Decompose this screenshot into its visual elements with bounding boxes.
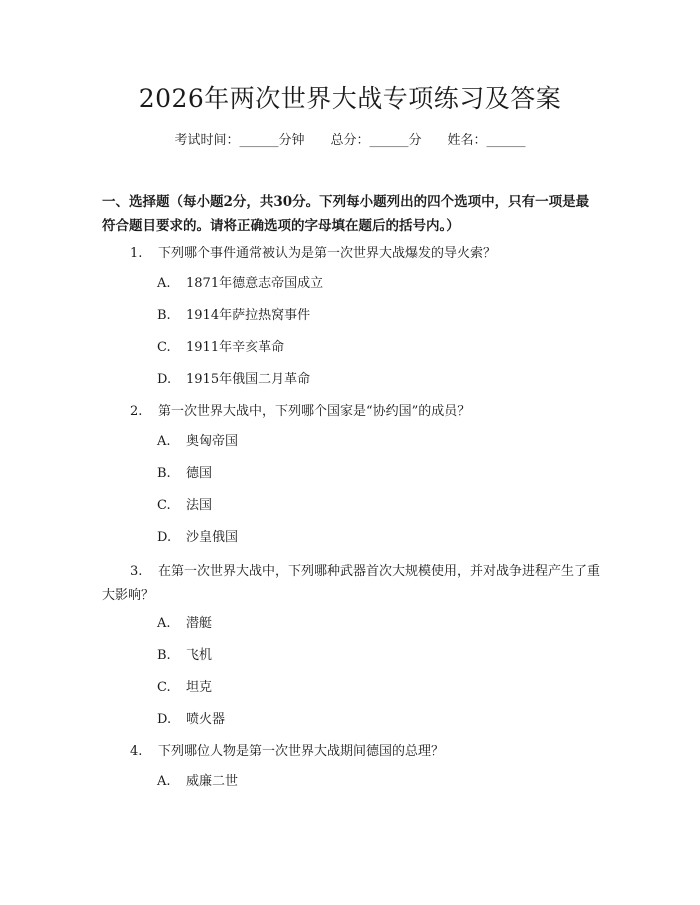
- option-letter: A.: [157, 616, 171, 631]
- option-letter: D.: [157, 372, 172, 387]
- option-1d: [157, 370, 310, 390]
- page-title: 2026年两次世界大战专项练习及答案: [138, 84, 562, 113]
- option-text: 飞机: [186, 648, 213, 663]
- option-letter: C.: [157, 498, 171, 513]
- question-4: [130, 740, 600, 764]
- question-text: 在第一次世界大战中，下列哪种武器首次大规模使用，并对战争进程产生了重大影响？: [102, 564, 601, 603]
- option-2c: [157, 496, 212, 516]
- option-letter: C.: [157, 340, 171, 355]
- question-1: [130, 242, 600, 266]
- option-4a: [157, 772, 238, 792]
- student-name-field: 姓名：______: [447, 133, 526, 148]
- option-1c: [157, 338, 284, 358]
- option-letter: B.: [157, 648, 171, 663]
- option-letter: B.: [157, 466, 171, 481]
- option-letter: C.: [157, 680, 171, 695]
- question-2: [130, 400, 600, 424]
- option-text: 威廉二世: [186, 774, 239, 789]
- question-text: 第一次世界大战中，下列哪个国家是“协约国”的成员？: [158, 404, 471, 419]
- option-2b: [157, 464, 212, 484]
- question-number: 3.: [130, 564, 143, 579]
- exam-meta: [0, 132, 700, 150]
- option-text: 德国: [186, 466, 213, 481]
- option-text: 奥匈帝国: [186, 434, 239, 449]
- option-text: 法国: [186, 498, 213, 513]
- option-letter: A.: [157, 774, 171, 789]
- option-text: 喷火器: [186, 712, 226, 727]
- option-text: 坦克: [186, 680, 213, 695]
- option-3a: [157, 614, 212, 634]
- question-number: 2.: [130, 404, 143, 419]
- option-3d: [157, 710, 225, 730]
- option-text: 1911年辛亥革命: [186, 340, 285, 355]
- option-2a: [157, 432, 238, 452]
- option-text: 1871年德意志帝国成立: [186, 276, 324, 291]
- option-text: 潜艇: [186, 616, 213, 631]
- option-letter: B.: [157, 308, 171, 323]
- total-score-field: 总分：______分: [330, 133, 422, 148]
- option-letter: D.: [157, 712, 172, 727]
- option-text: 沙皇俄国: [186, 530, 239, 545]
- option-1b: [157, 306, 310, 326]
- question-number: 4.: [130, 744, 143, 759]
- question-3: [102, 560, 602, 608]
- question-text: 下列哪个事件通常被认为是第一次世界大战爆发的导火索？: [158, 246, 497, 261]
- option-letter: A.: [157, 434, 171, 449]
- option-2d: [157, 528, 238, 548]
- question-number: 1.: [130, 246, 143, 261]
- option-text: 1915年俄国二月革命: [186, 372, 311, 387]
- option-letter: A.: [157, 276, 171, 291]
- option-text: 1914年萨拉热窝事件: [186, 308, 311, 323]
- option-3b: [157, 646, 212, 666]
- question-text: 下列哪位人物是第一次世界大战期间德国的总理？: [158, 744, 445, 759]
- option-letter: D.: [157, 530, 172, 545]
- option-1a: [157, 274, 323, 294]
- exam-time-field: 考试时间：______分钟: [174, 133, 305, 148]
- section-heading: 一、选择题（每小题2分，共30分。下列每小题列出的四个选项中，只有一项是最符合题目要求的。请将正确选项的字母填在题后的括号内。）: [102, 194, 590, 234]
- option-3c: [157, 678, 212, 698]
